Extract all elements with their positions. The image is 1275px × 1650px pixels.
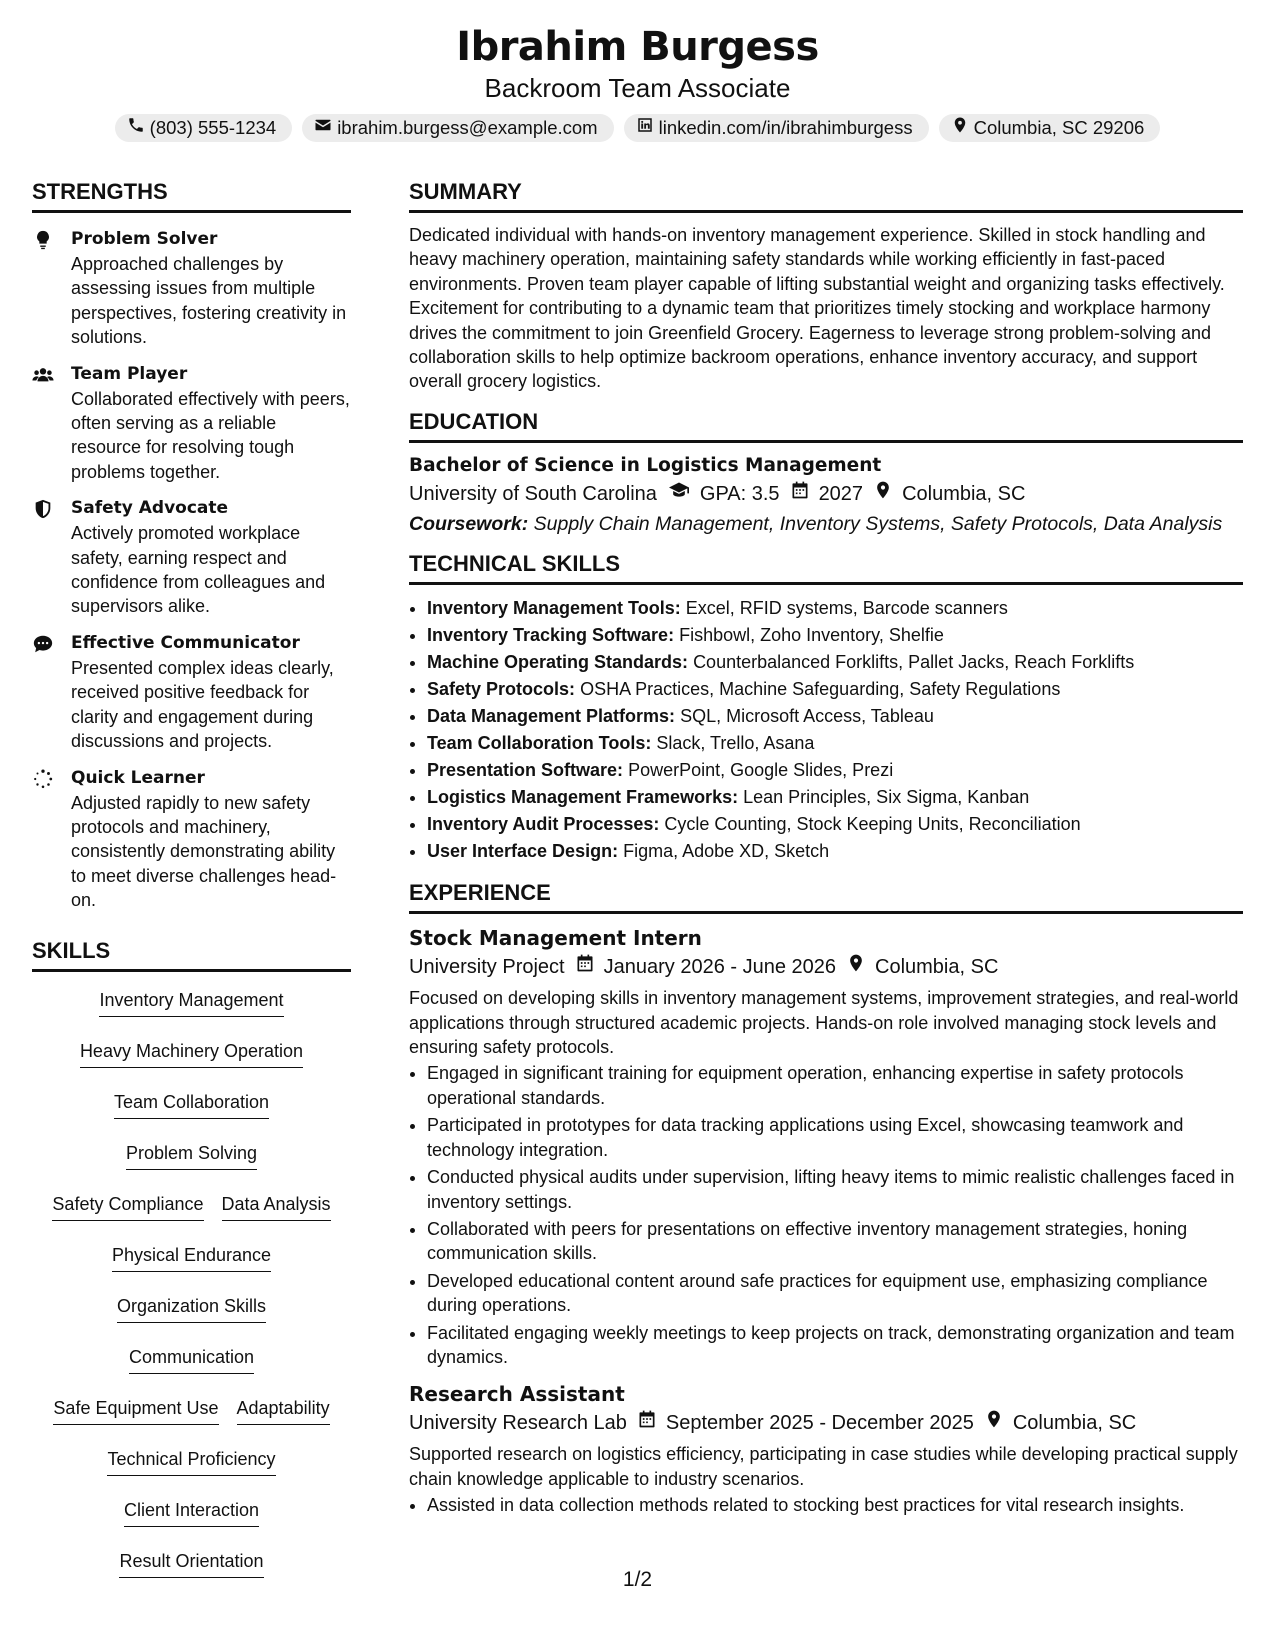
skill-tag: Safety Compliance <box>52 1192 203 1221</box>
tech-label: Inventory Audit Processes: <box>427 814 660 835</box>
skill-tag: Problem Solving <box>126 1141 257 1170</box>
degree-title: Bachelor of Science in Logistics Management <box>409 454 882 476</box>
email-text: ibrahim.burgess@example.com <box>337 117 598 138</box>
strength-title: Problem Solver <box>71 229 218 249</box>
phone-icon <box>127 116 145 140</box>
strength-title: Quick Learner <box>71 767 205 788</box>
job-meta <box>409 952 1243 982</box>
list-item: • Developed educational content around safe practices for equipment use, emphasizing compliance during operations. <box>427 1269 1243 1318</box>
linkedin-icon <box>636 116 654 140</box>
skill-tag: Data Analysis <box>222 1192 331 1221</box>
tech-label: Safety Protocols: <box>427 679 576 700</box>
strength-item <box>32 362 351 485</box>
candidate-name: Ibrahim Burgess <box>456 24 819 70</box>
skill-tag: Physical Endurance <box>112 1243 271 1272</box>
education-meta <box>409 479 1243 509</box>
tech-label: Data Management Platforms: <box>427 706 676 727</box>
strength-desc: Adjusted rapidly to new safety protocols and machinery, consistently demonstrating ability to meet diverse challenges head-on. <box>71 792 337 911</box>
candidate-title: Backroom Team Associate <box>484 73 791 103</box>
job-title: Research Assistant <box>409 1382 625 1407</box>
tech-value: Fishbowl, Zoho Inventory, Shelfie <box>679 625 944 646</box>
tech-value: Cycle Counting, Stock Keeping Units, Reconciliation <box>664 814 1081 835</box>
tech-value: Counterbalanced Forklifts, Pallet Jacks, Reach Forklifts <box>693 652 1135 673</box>
strength-item <box>32 496 351 619</box>
job-bullets <box>409 1061 1243 1369</box>
job-entry <box>409 1380 1243 1517</box>
list-item <box>427 784 1243 811</box>
skills-list <box>32 982 351 1578</box>
tech-label: Team Collaboration Tools: <box>427 733 652 754</box>
graduation-year: 2027 <box>818 482 864 505</box>
linkedin-text: linkedin.com/in/ibrahimburgess <box>658 117 913 138</box>
summary-heading: SUMMARY <box>409 178 1243 213</box>
strength-item <box>32 631 351 754</box>
strength-desc: Approached challenges by assessing issues from multiple perspectives, fostering creativity in solutions. <box>71 254 347 348</box>
coursework <box>409 512 1243 536</box>
list-item <box>427 649 1243 676</box>
calendar-icon <box>637 1408 657 1438</box>
job-entry <box>409 924 1243 1369</box>
list-item: • Participated in prototypes for data tracking applications using Excel, showcasing teamwork and technology integration. <box>427 1113 1243 1162</box>
strength-desc: Collaborated effectively with peers, often serving as a reliable resource for resolving tough problems together. <box>71 388 350 482</box>
users-icon <box>32 364 54 386</box>
job-bullets <box>409 1493 1243 1517</box>
job-description: Focused on developing skills in inventory management systems, improvement strategies, and real-world applications through structured academic projects. Hands-on role involved managing stock levels and ensuring safety protocols. <box>409 988 1239 1058</box>
list-item <box>427 676 1243 703</box>
list-item: • Facilitated engaging weekly meetings to keep projects on track, demonstrating organization and team dynamics. <box>427 1321 1243 1370</box>
tech-value: Figma, Adobe XD, Sketch <box>623 841 830 862</box>
shield-icon <box>32 498 54 520</box>
contact-email[interactable] <box>302 114 613 142</box>
skill-tag: Safe Equipment Use <box>53 1396 218 1425</box>
job-org: University Research Lab <box>409 1412 627 1435</box>
skill-tag: Organization Skills <box>117 1294 266 1323</box>
school-name: University of South Carolina <box>409 482 657 505</box>
skill-tag: Client Interaction <box>124 1498 259 1527</box>
strength-desc: Presented complex ideas clearly, received positive feedback for clarity and engagement during discussions and projects. <box>71 657 334 752</box>
skill-tag: Technical Proficiency <box>107 1447 275 1476</box>
coursework-label: Coursework: <box>409 512 529 535</box>
job-dates: September 2025 - December 2025 <box>665 1412 974 1435</box>
tech-value: SQL, Microsoft Access, Tableau <box>680 706 934 727</box>
map-pin-icon <box>951 116 969 140</box>
resume-header <box>0 22 1275 142</box>
coursework-text: Supply Chain Management, Inventory Systems, Safety Protocols, Data Analysis <box>533 512 1223 535</box>
gpa-text: GPA: 3.5 <box>699 482 780 505</box>
envelope-icon <box>314 116 332 140</box>
list-item <box>427 757 1243 784</box>
list-item <box>427 622 1243 649</box>
tech-value: Slack, Trello, Asana <box>656 733 815 754</box>
skill-tag: Inventory Management <box>99 988 283 1017</box>
job-meta <box>409 1408 1243 1438</box>
list-item: • Engaged in significant training for equipment operation, enhancing expertise in safety protocols operational standards. <box>427 1061 1243 1110</box>
contact-linkedin[interactable] <box>624 114 929 142</box>
skill-tag: Result Orientation <box>119 1549 263 1578</box>
technical-skills-list <box>409 595 1243 865</box>
lightbulb-icon <box>32 229 54 251</box>
calendar-icon <box>790 479 810 509</box>
contact-phone[interactable] <box>115 114 293 142</box>
skill-tag: Team Collaboration <box>114 1090 269 1119</box>
chat-bubble-icon <box>32 633 54 655</box>
page-number: 1/2 <box>622 1568 653 1591</box>
tech-label: Logistics Management Frameworks: <box>427 787 739 808</box>
strength-title: Safety Advocate <box>71 498 229 519</box>
job-dates: January 2026 - June 2026 <box>603 956 837 979</box>
calendar-icon <box>575 952 595 982</box>
job-location: Columbia, SC <box>1012 1412 1137 1435</box>
school-location: Columbia, SC <box>902 482 1026 505</box>
phone-text: (803) 555-1234 <box>149 117 277 138</box>
strength-title: Effective Communicator <box>71 632 300 653</box>
list-item <box>427 595 1243 622</box>
skills-heading: SKILLS <box>32 937 351 972</box>
strengths-heading: STRENGTHS <box>32 178 351 213</box>
location-text: Columbia, SC 29206 <box>973 117 1145 138</box>
list-item <box>427 811 1243 838</box>
contact-bar <box>0 114 1275 142</box>
strength-desc: Actively promoted workplace safety, earning respect and confidence from colleagues and supervisors alike. <box>71 523 326 617</box>
job-org: University Project <box>409 956 565 979</box>
skill-tag: Adaptability <box>237 1396 330 1425</box>
experience-heading: EXPERIENCE <box>409 879 1243 914</box>
tech-label: Inventory Tracking Software: <box>427 625 675 646</box>
list-item <box>427 730 1243 757</box>
technical-skills-heading: TECHNICAL SKILLS <box>409 550 1243 585</box>
map-pin-icon <box>846 952 866 982</box>
list-item: • Conducted physical audits under supervision, lifting heavy items to mimic realistic challenges faced in inventory settings. <box>427 1165 1243 1214</box>
graduation-cap-icon <box>667 479 691 509</box>
left-column <box>32 178 351 1578</box>
list-item <box>427 838 1243 865</box>
strength-item <box>32 227 351 350</box>
map-pin-icon <box>873 479 893 509</box>
job-description: Supported research on logistics efficiency, participating in case studies while developing practical supply chain knowledge applicable to industry scenarios. <box>409 1444 1238 1489</box>
right-column <box>409 178 1243 1521</box>
tech-value: Lean Principles, Six Sigma, Kanban <box>743 787 1030 808</box>
education-heading: EDUCATION <box>409 408 1243 443</box>
list-item: • Collaborated with peers for presentations on effective inventory management strategies, honing communication skills. <box>427 1217 1243 1266</box>
list-item <box>427 703 1243 730</box>
tech-label: Machine Operating Standards: <box>427 652 689 673</box>
tech-value: PowerPoint, Google Slides, Prezi <box>628 760 894 781</box>
tech-label: Presentation Software: <box>427 760 624 781</box>
job-location: Columbia, SC <box>875 956 999 979</box>
contact-location[interactable] <box>939 114 1161 142</box>
skill-tag: Heavy Machinery Operation <box>80 1039 303 1068</box>
list-item: • Assisted in data collection methods related to stocking best practices for vital research insights. <box>427 1493 1243 1517</box>
strength-item <box>32 766 351 913</box>
job-title: Stock Management Intern <box>409 926 702 951</box>
summary-text: Dedicated individual with hands-on inventory management experience. Skilled in stock handling and heavy machinery operation, maintaining safety standards while working efficiently in fast-paced environments. Proven team player capable of lifting substantial weight and organizing tasks effectively. Excitement for contributing to a dynamic team that prioritizes timely stocking and workplace harmony drives the commitment to join Greenfield Grocery. Eagerness to leverage strong problem-solving and collaboration skills to help optimize backroom operations, enhance inventory accuracy, and support overall grocery logistics. <box>409 225 1225 392</box>
tech-value: Excel, RFID systems, Barcode scanners <box>685 598 1008 619</box>
tech-label: User Interface Design: <box>427 841 619 862</box>
skill-tag: Communication <box>129 1345 254 1374</box>
tech-label: Inventory Management Tools: <box>427 598 681 619</box>
map-pin-icon <box>984 1408 1004 1438</box>
tech-value: OSHA Practices, Machine Safeguarding, Safety Regulations <box>580 679 1061 700</box>
strength-title: Team Player <box>71 363 188 384</box>
spinner-icon <box>32 768 54 790</box>
